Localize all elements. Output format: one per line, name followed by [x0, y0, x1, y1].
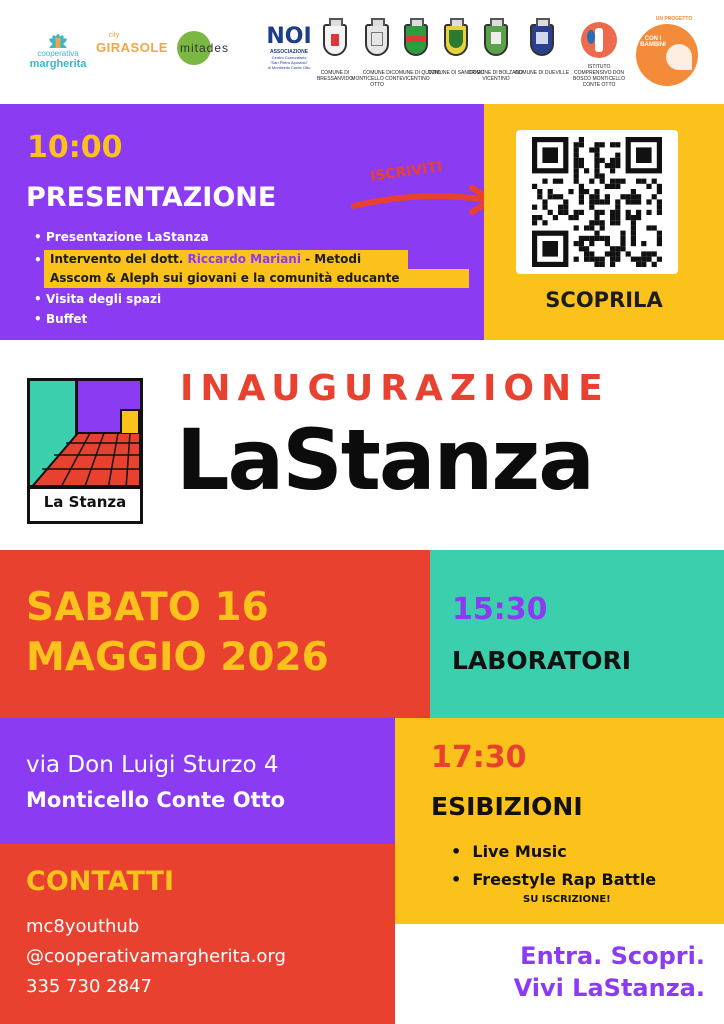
comune-label-6: COMUNE DI DUEVILLE	[514, 70, 570, 76]
girasole-logo: GIRASOLE	[96, 40, 168, 55]
slogan-line1: Entra. Scopri.	[520, 942, 705, 970]
qr-label: SCOPRILA	[545, 288, 663, 312]
mitades-logo: mitades	[180, 41, 230, 55]
crest-monticello-icon	[365, 24, 389, 56]
progetto-label: UN PROGETTO	[655, 16, 693, 22]
comune-label-5: COMUNE DI BOLZANO VICENTINO	[469, 70, 523, 82]
crest-bolzano-icon	[484, 24, 508, 56]
comune-label-3: COMUNE DI QUINTO VICENTINO	[391, 70, 441, 82]
event-title: LaStanza	[176, 411, 593, 509]
conibambini-label: CON I BAMBINI	[640, 36, 666, 48]
list-item-highlighted: • Intervento del dott. Riccardo Mariani - Metodi Asscom & Aleph sui giovani e la comunità educante	[30, 250, 470, 288]
comune-label-4: COMUNE DI SANDRIGO	[427, 70, 485, 76]
contacts-section	[0, 844, 395, 1024]
arrow-right-icon	[350, 182, 500, 218]
address-section	[0, 718, 395, 844]
logo-label: La Stanza	[43, 493, 127, 511]
comune-label-1: COMUNE DI BRESSANVIDO	[316, 70, 354, 82]
slogan-line2: Vivi LaStanza.	[513, 974, 705, 1002]
date-line1: SABATO 16	[26, 585, 269, 630]
noi-sub1: ASSOCIAZIONE	[269, 49, 309, 55]
esibizioni-section	[395, 718, 724, 924]
list-item: • Buffet	[34, 312, 88, 326]
noi-sub3: "San Pietro Apostolo"	[270, 60, 308, 65]
esib-note: SU ISCRIZIONE!	[523, 894, 611, 905]
address-city: Monticello Conte Otto	[26, 788, 286, 812]
contact-line2[interactable]: @cooperativamargherita.org	[26, 946, 286, 967]
contacts-title: CONTATTI	[26, 866, 174, 897]
margherita-logo-line1: cooperativa	[37, 49, 79, 58]
esib-title: ESIBIZIONI	[431, 792, 583, 821]
crest-sandrigo-icon	[444, 24, 468, 56]
comune-label-2: COMUNE DI MONTICELLO CONTE OTTO	[351, 70, 403, 88]
presentation-section	[0, 104, 484, 340]
list-item: • Freestyle Rap Battle	[451, 870, 657, 889]
istituto-label: ISTITUTO COMPRENSIVO DON BOSCO MONTICELLO CONTE OTTO	[573, 64, 625, 88]
event-kicker: INAUGURAZIONE	[180, 368, 610, 409]
slogan-section	[395, 924, 724, 1024]
contact-phone[interactable]: 335 730 2847	[26, 976, 152, 997]
list-item: • Visita degli spazi	[34, 292, 162, 306]
address-street: via Don Luigi Sturzo 4	[26, 752, 279, 778]
margherita-logo-line2: margherita	[29, 58, 87, 70]
qr-code-icon[interactable]	[516, 130, 678, 274]
list-item: • Live Music	[451, 842, 567, 861]
partner-logos-bar	[0, 0, 724, 104]
lastanza-logo	[27, 378, 143, 524]
conibambini-logo-icon	[636, 24, 698, 86]
crest-dueville-icon	[530, 24, 554, 56]
title-section	[0, 340, 724, 550]
iscriviti-label: ISCRIVITI	[369, 159, 444, 185]
crest-quinto-icon	[404, 24, 428, 56]
margherita-flower-icon	[36, 24, 80, 48]
contact-line1[interactable]: mc8youthub	[26, 916, 140, 937]
qr-section	[484, 104, 724, 340]
list-item: • Presentazione LaStanza	[34, 230, 209, 244]
lab-time: 15:30	[452, 592, 548, 627]
presentation-list	[30, 230, 470, 332]
date-line2: MAGGIO 2026	[26, 635, 329, 680]
presentation-time: 10:00	[27, 130, 123, 165]
crest-bressanvido-icon	[323, 24, 347, 56]
esib-time: 17:30	[431, 740, 527, 775]
speaker-name: Riccardo Mariani	[187, 252, 301, 266]
date-section	[0, 550, 430, 718]
laboratori-section	[430, 550, 724, 718]
noi-sub2: Centro Comunitario	[271, 55, 307, 60]
istituto-logo-icon	[581, 22, 617, 58]
girasole-logo-small: city	[108, 32, 120, 39]
noi-logo: NOI	[266, 24, 312, 49]
lab-title: LABORATORI	[452, 646, 632, 675]
presentation-title: PRESENTAZIONE	[26, 182, 277, 213]
noi-sub4: di Monticello Conte Otto	[267, 65, 311, 70]
